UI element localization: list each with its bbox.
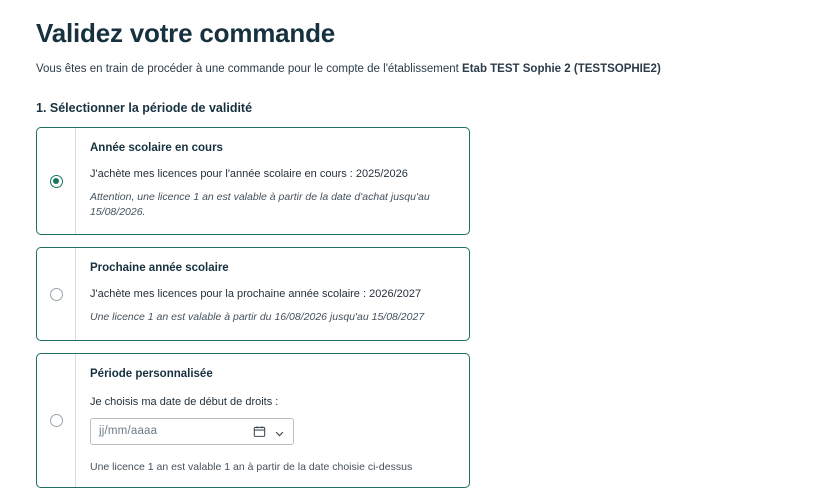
option-body-current-school-year [75,128,469,234]
radio-custom-period[interactable] [50,414,63,427]
option-title-next-school-year: Prochaine année scolaire [90,262,229,275]
date-start-input[interactable] [90,418,294,445]
subtitle-text: Vous êtes en train de procéder à une commande pour le compte de l'établissement [36,63,463,75]
option-note-next-school-year: Une licence 1 an est valable à partir du 16/08/2026 jusqu'au 15/08/2027 [90,311,425,324]
radio-col-next-school-year[interactable] [37,248,75,339]
option-body-custom-period [75,354,469,487]
option-current-school-year[interactable] [36,127,470,235]
option-line-next-school-year: J'achète mes licences pour la prochaine année scolaire : 2026/2027 [90,288,422,301]
radio-col-current-school-year[interactable] [37,128,75,234]
page-subtitle [36,63,792,75]
option-custom-period[interactable] [36,353,470,488]
option-note-custom-period: Une licence 1 an est valable 1 an à partir de la date choisie ci-dessus [90,460,413,473]
radio-col-custom-period[interactable] [37,354,75,487]
option-body-next-school-year [75,248,469,339]
page-title: Validez votre commande [36,18,336,48]
establishment-name: Etab TEST Sophie 2 (TESTSOPHIE2) [462,63,661,75]
option-next-school-year[interactable] [36,247,470,340]
option-note-current-school-year: Attention, une licence 1 an est valable à partir de la date d'achat jusqu'au 15/08/2026. [90,191,430,219]
option-title-custom-period: Période personnalisée [90,367,213,380]
radio-current-school-year[interactable] [50,175,63,188]
radio-next-school-year[interactable] [50,288,63,301]
section-title-validity-period: 1. Sélectionner la période de validité [36,101,253,115]
date-start-label: Je choisis ma date de début de droits : [90,395,279,408]
date-start-value: jj/mm/aaaa [99,425,158,438]
option-line-current-school-year: J'achète mes licences pour l'année scolaire en cours : 2025/2026 [90,168,408,180]
chevron-down-icon[interactable] [274,426,285,437]
calendar-icon[interactable] [253,425,266,438]
option-title-current-school-year: Année scolaire en cours [90,142,223,154]
